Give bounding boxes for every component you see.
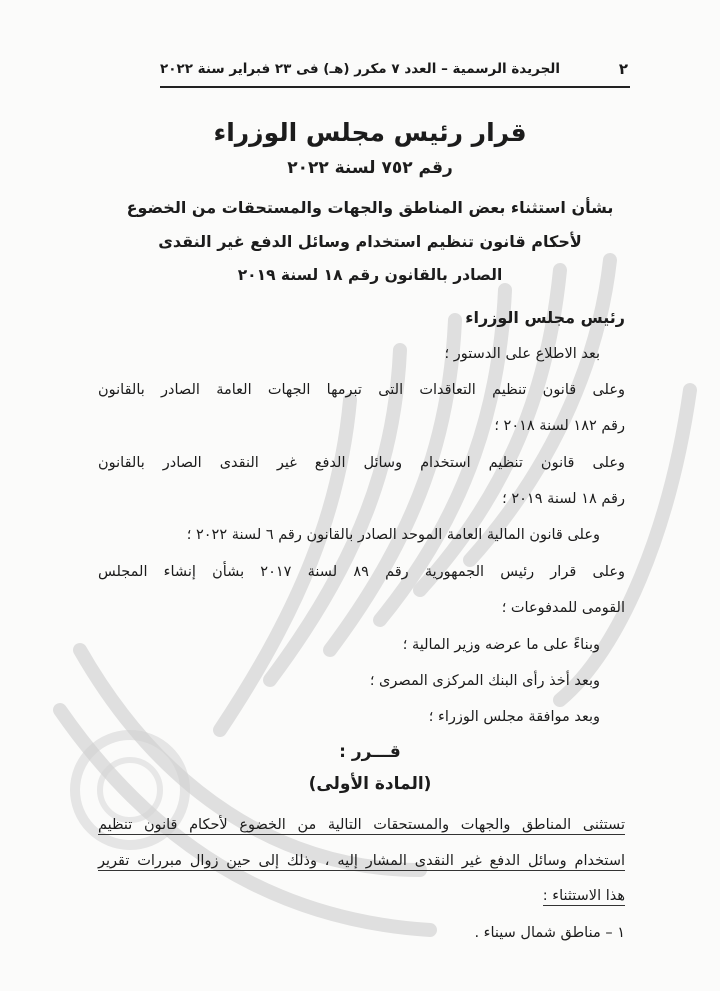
preamble-heading: رئيس مجلس الوزراء <box>465 308 625 327</box>
article-body-line: استخدام وسائل الدفع غير النقدى المشار إليه ، وذلك إلى حين زوال مبررات تقرير <box>98 853 625 869</box>
decree-subject-line-3: الصادر بالقانون رقم ١٨ لسنة ٢٠١٩ <box>237 266 503 284</box>
decree-title: قرار رئيس مجلس الوزراء <box>213 118 527 147</box>
article-body-line: تستثنى المناطق والجهات والمستحقات التالية من الخضوع لأحكام قانون تنظيم <box>98 817 625 833</box>
page-number: ٢ <box>618 60 628 78</box>
preamble-line: وبناءً على ما عرضه وزير المالية ؛ <box>402 637 600 653</box>
running-header <box>160 52 630 88</box>
decided-heading: قـــرر : <box>339 742 401 762</box>
preamble-line: رقم ١٨٢ لسنة ٢٠١٨ ؛ <box>494 418 625 434</box>
preamble-line: وبعد أخذ رأى البنك المركزى المصرى ؛ <box>369 673 600 689</box>
article-heading: (المادة الأولى) <box>308 774 432 794</box>
preamble-line: وبعد موافقة مجلس الوزراء ؛ <box>428 709 600 725</box>
preamble-line: وعلى قانون تنظيم استخدام وسائل الدفع غير النقدى الصادر بالقانون <box>98 455 625 471</box>
header-text: الجريدة الرسمية – العدد ٧ مكرر (هـ) فى ٢٣ فبراير سنة ٢٠٢٢ <box>160 61 560 77</box>
preamble-line: رقم ١٨ لسنة ٢٠١٩ ؛ <box>502 491 625 507</box>
decree-subject-line-1: بشأن استثناء بعض المناطق والجهات والمستحقات من الخضوع <box>126 198 614 217</box>
article-item: ١ – مناطق شمال سيناء . <box>474 925 625 941</box>
preamble-line: بعد الاطلاع على الدستور ؛ <box>444 346 600 362</box>
preamble-line: القومى للمدفوعات ؛ <box>501 600 625 616</box>
preamble-line: وعلى قانون تنظيم التعاقدات التى تبرمها الجهات العامة الصادر بالقانون <box>98 382 625 398</box>
preamble-line: وعلى قرار رئيس الجمهورية رقم ٨٩ لسنة ٢٠١٧ بشأن إنشاء المجلس <box>98 564 625 580</box>
decree-number: رقم ٧٥٢ لسنة ٢٠٢٢ <box>287 158 453 178</box>
preamble-line: وعلى قانون المالية العامة الموحد الصادر بالقانون رقم ٦ لسنة ٢٠٢٢ ؛ <box>186 527 600 543</box>
article-body-line: هذا الاستثناء : <box>542 888 625 904</box>
decree-subject-line-2: لأحكام قانون تنظيم استخدام وسائل الدفع غير النقدى <box>158 232 582 251</box>
